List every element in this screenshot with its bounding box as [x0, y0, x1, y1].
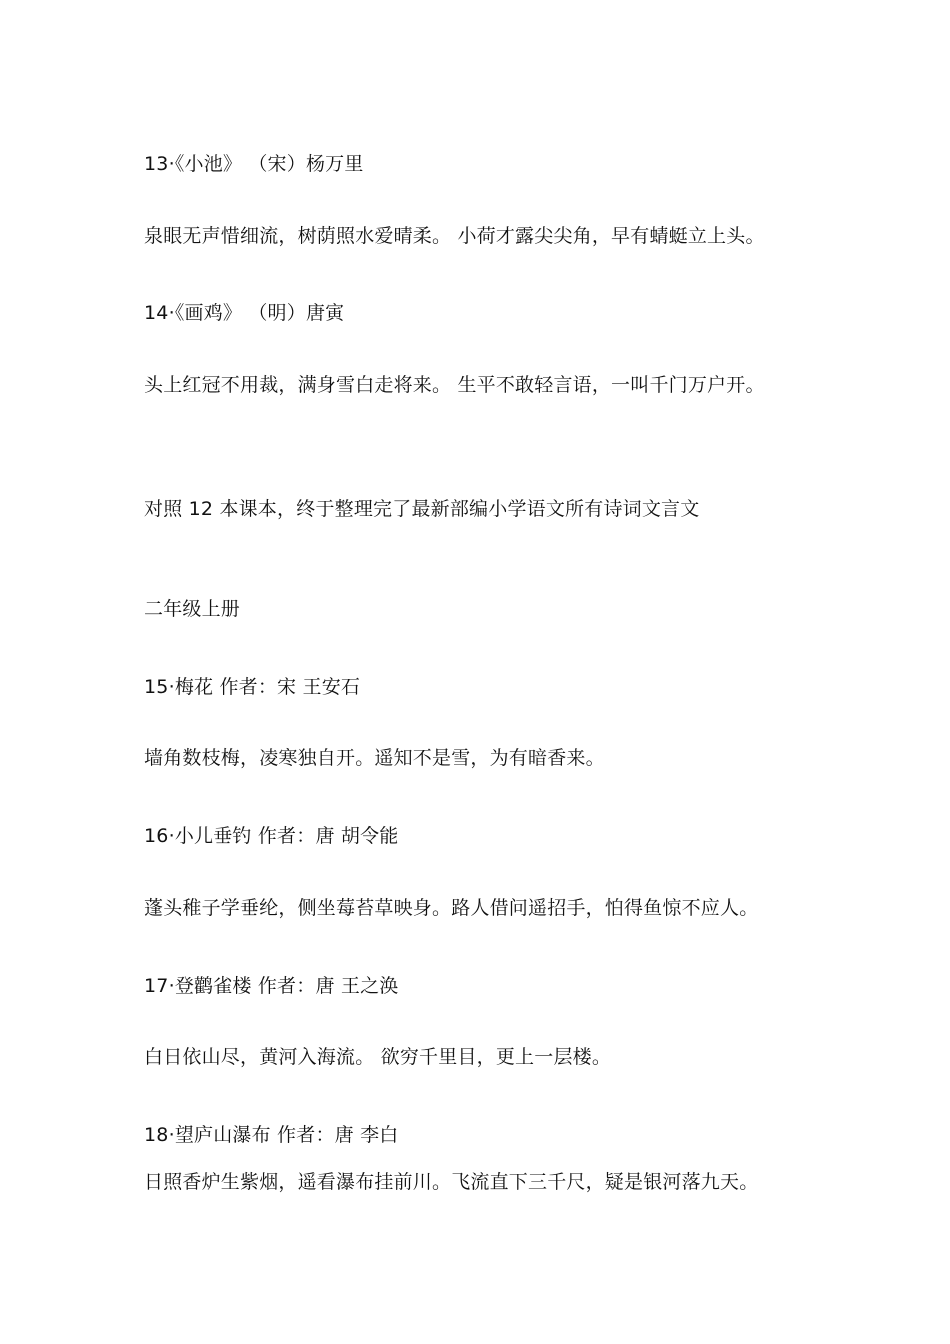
poem-16-title: 16·小儿垂钓 作者：唐 胡令能: [144, 825, 399, 847]
poem-16-text: 蓬头稚子学垂纶，侧坐莓苔草映身。路人借问遥招手，怕得鱼惊不应人。: [144, 897, 759, 919]
poem-17-text: 白日依山尽，黄河入海流。 欲穷千里目，更上一层楼。: [144, 1046, 612, 1068]
poem-18-title: 18·望庐山瀑布 作者：唐 李白: [144, 1124, 399, 1146]
grade-heading: 二年级上册: [144, 598, 241, 620]
poem-18-text: 日照香炉生紫烟，遥看瀑布挂前川。飞流直下三千尺，疑是银河落九天。: [144, 1171, 759, 1193]
poem-15-text: 墙角数枝梅，凌寒独自开。遥知不是雪，为有暗香来。: [144, 747, 605, 769]
poem-14-text: 头上红冠不用裁，满身雪白走将来。 生平不敢轻言语，一叫千门万户开。: [144, 374, 765, 396]
poem-13-title: 13·《小池》 （宋）杨万里: [144, 153, 364, 175]
poem-13-text: 泉眼无声惜细流，树荫照水爱晴柔。 小荷才露尖尖角，早有蜻蜓立上头。: [144, 225, 765, 247]
poem-15-title: 15·梅花 作者：宋 王安石: [144, 676, 361, 698]
section-intro: 对照 12 本课本，终于整理完了最新部编小学语文所有诗词文言文: [144, 498, 700, 520]
poem-17-title: 17·登鹳雀楼 作者：唐 王之涣: [144, 975, 399, 997]
poem-14-title: 14·《画鸡》 （明）唐寅: [144, 302, 345, 324]
